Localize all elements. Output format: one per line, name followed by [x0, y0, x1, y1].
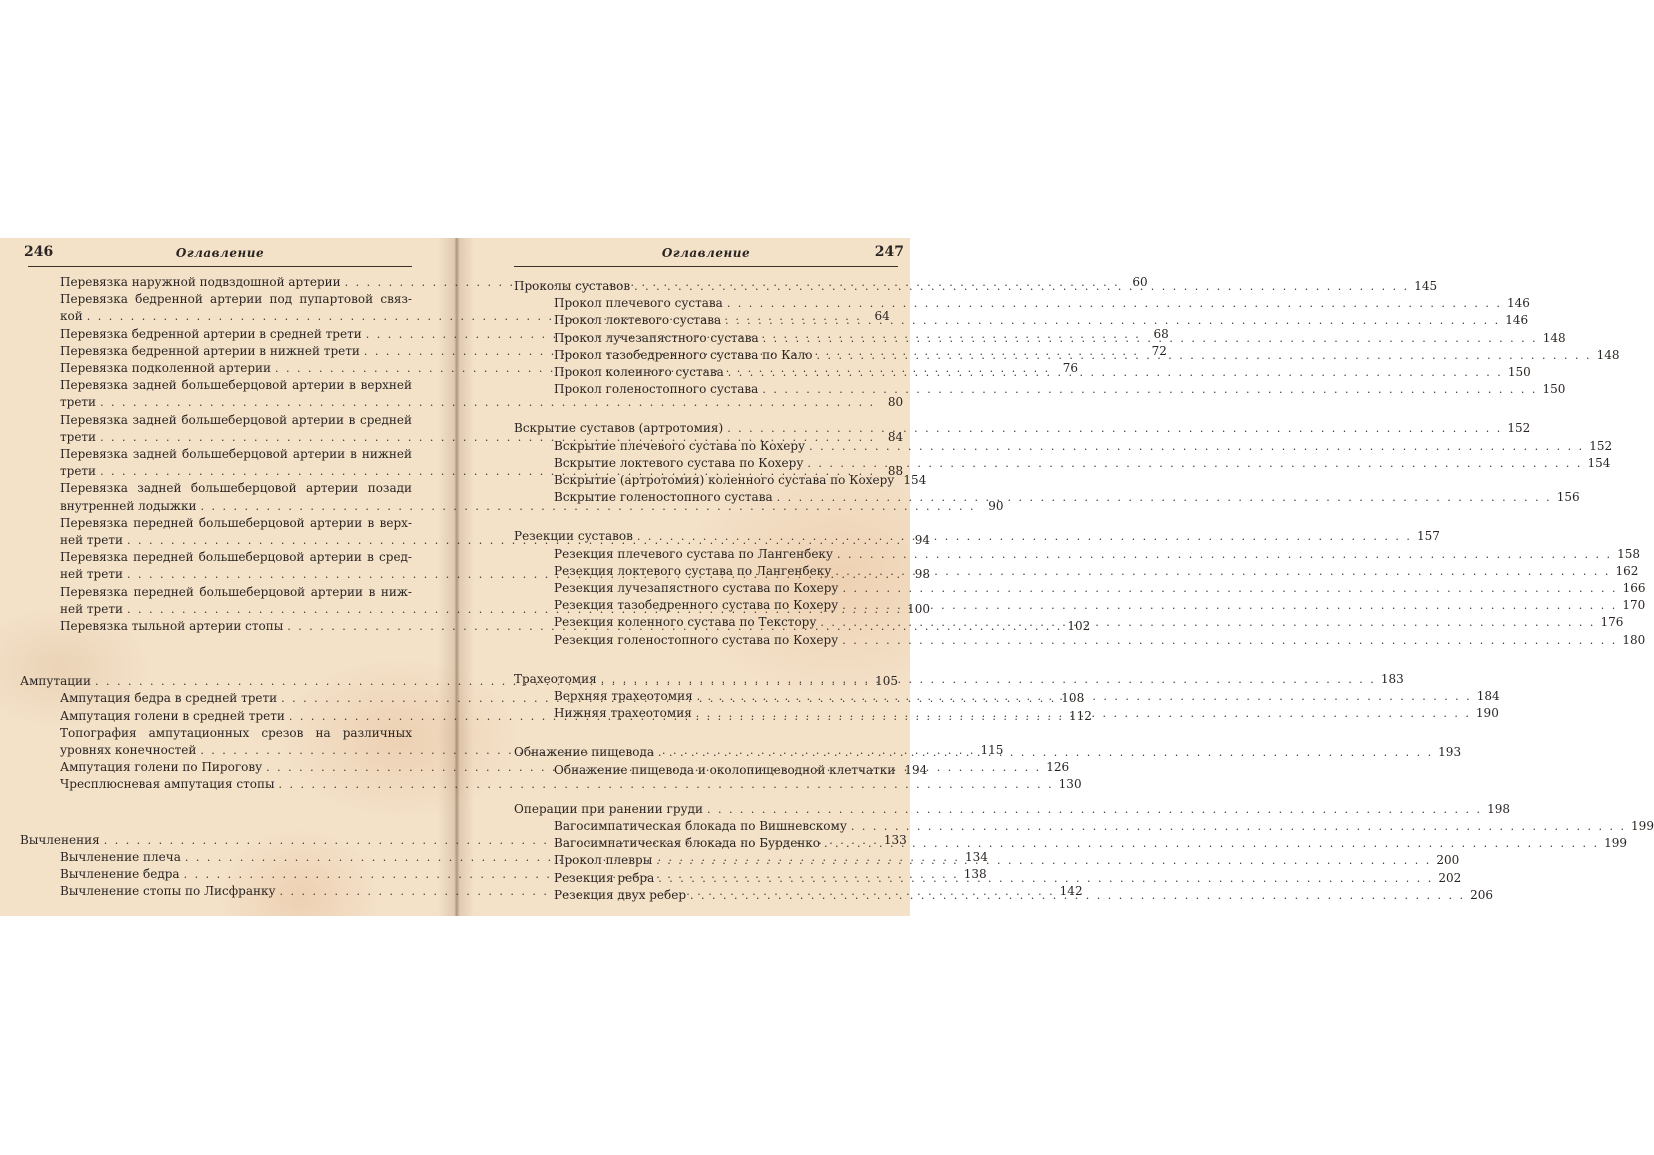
dot-leader: [728, 364, 1503, 381]
toc-entry: Перевязка подколенной артерии . . . 76: [20, 360, 412, 377]
toc-entry: Перевязка задней большеберцовой артерии в средней: [60, 412, 412, 427]
toc-entry: Резекция лучезапястного сустава по Кохеру . . . 166: [514, 580, 906, 597]
dot-leader: [842, 597, 1617, 614]
toc-entry: Чресплюсневая ампутация стопы . . . 130: [20, 776, 412, 793]
toc-entry: Прокол плевры . . . 200: [514, 852, 906, 869]
toc-entry: Нижняя трахеотомия . . . 190: [514, 705, 906, 722]
dot-leader: [658, 744, 1433, 761]
dot-leader: [601, 671, 1376, 688]
dot-leader: [658, 870, 1433, 887]
toc-entry: Вагосимпатическая блокада по Бурденко . . . 199: [514, 835, 906, 852]
toc-entry: Прокол голеностопного сустава . . . 150: [514, 381, 906, 398]
page-number: 247: [874, 244, 904, 260]
dot-leader: [762, 381, 1537, 398]
dot-leader: [835, 563, 1610, 580]
toc-entry: Топография ампутационных срезов на различных: [60, 725, 412, 740]
dot-leader: [634, 278, 1409, 295]
running-head: [514, 242, 904, 267]
toc-chapter-heading: Трахеотомия . . . 183: [514, 671, 906, 688]
toc-entry: Перевязка передней большеберцовой артерии в ниж-: [60, 584, 412, 599]
toc-entry: Вагосимпатическая блокада по Вишневскому . . . 199: [514, 818, 906, 835]
toc-entry-cont: ней трети . . . 94: [20, 532, 412, 549]
dot-leader: [842, 632, 1617, 649]
toc-entry: Прокол плечевого сустава . . . 146: [514, 295, 906, 312]
toc-entry-cont: трети . . . 88: [20, 463, 412, 480]
toc-entry-cont: трети . . . 84: [20, 429, 412, 446]
toc-entry: Вскрытие локтевого сустава по Кохеру . . . 154: [514, 455, 906, 472]
toc-entry: Перевязка тыльной артерии стопы . . . 102: [20, 618, 412, 635]
toc-entry-cont: ней трети . . . 98: [20, 566, 412, 583]
dot-leader: [656, 852, 1431, 869]
toc-entry-cont: трети . . . 80: [20, 394, 412, 411]
toc-entry: Перевязка задней большеберцовой артерии позади: [60, 481, 412, 496]
toc-entry-cont: ней трети . . . 100: [20, 601, 412, 618]
toc-chapter-heading: Вычленения . . . 133: [20, 832, 412, 849]
toc-entry: Вычленение стопы по Лисфранку . . . 142: [20, 883, 412, 900]
dot-leader: [707, 801, 1482, 818]
toc-entry: Перевязка бедренной артерии под пупартовой связ-: [60, 292, 412, 307]
toc-entry: Обнажение пищевода и околопищеводной клетчатки 194: [554, 762, 928, 777]
running-title: Оглавление: [661, 246, 751, 260]
toc-entry: Резекция ребра . . . 202: [514, 870, 906, 887]
dot-leader: [690, 887, 1465, 904]
dot-leader: [807, 455, 1582, 472]
dot-leader: [820, 614, 1595, 631]
dot-leader: [725, 312, 1500, 329]
toc-entry: Перевязка бедренной артерии в средней трети . . . 68: [20, 326, 412, 343]
toc-entry-cont: внутренней лодыжки . . . 90: [20, 498, 412, 515]
toc-entry-cont: кой . . . 64: [20, 308, 412, 325]
toc-entry: Прокол тазобедренного сустава по Кало . . . 148: [514, 347, 906, 364]
toc-entry: Вычленение плеча . . . 134: [20, 849, 412, 866]
toc-entry: Вычленение бедра . . . 138: [20, 866, 412, 883]
toc-entry: Вскрытие плечевого сустава по Кохеру . . . 152: [514, 438, 906, 455]
dot-leader: [727, 295, 1502, 312]
dot-leader: [727, 420, 1502, 437]
toc-entry: Прокол коленного сустава . . . 150: [514, 364, 906, 381]
toc-chapter-heading: Обнажение пищевода . . . 193: [514, 744, 906, 761]
toc-entry: Резекция голеностопного сустава по Кохеру . . . 180: [514, 632, 906, 649]
toc-entry: Ампутация голени по Пирогову . . . 126: [20, 759, 412, 776]
toc-entry: Перевязка наружной подвздошной артерии . . . 60: [20, 274, 412, 291]
toc-entry: Прокол локтевого сустава . . . 146: [514, 312, 906, 329]
toc-chapter-heading: Операции при ранении груди . . . 198: [514, 801, 906, 818]
toc-entry: Перевязка задней большеберцовой артерии в нижней: [60, 447, 412, 462]
toc-chapter-heading: Резекции суставов . . . 157: [514, 528, 906, 545]
toc-entry: Перевязка передней большеберцовой артерии в верх-: [60, 515, 412, 530]
dot-leader: [696, 705, 1471, 722]
toc-entry: Перевязка задней большеберцовой артерии в верхней: [60, 378, 412, 393]
dot-leader: [851, 818, 1626, 835]
toc-entry-cont: уровнях конечностей . . . 115: [20, 742, 412, 759]
toc-entry: Вскрытие голеностопного сустава . . . 156: [514, 489, 906, 506]
toc-chapter-heading: Вскрытие суставов (артротомия) . . . 152: [514, 420, 906, 437]
toc-entry: Резекция двух ребер . . . 206: [514, 887, 906, 904]
toc-entry: Верхняя трахеотомия . . . 184: [514, 688, 906, 705]
dot-leader: [824, 835, 1599, 852]
toc-entry: Вскрытие (артротомия) коленного сустава по Кохеру 154: [554, 473, 927, 488]
toc-chapter-heading: Проколы суставов . . . 145: [514, 278, 906, 295]
running-title: Оглавление: [175, 246, 265, 260]
toc-entry: Перевязка передней большеберцовой артерии в сред-: [60, 550, 412, 565]
toc-entry: Ампутация бедра в средней трети . . . 108: [20, 690, 412, 707]
toc-entry: Резекция локтевого сустава по Лангенбеку . . . 162: [514, 563, 906, 580]
dot-leader: [809, 438, 1584, 455]
dot-leader: [817, 347, 1592, 364]
toc-entry: Резекция тазобедренного сустава по Кохеру . . . 170: [514, 597, 906, 614]
toc-entry: Прокол лучезапястного сустава . . . 148: [514, 330, 906, 347]
toc-entry: Резекция коленного сустава по Текстору . . . 176: [514, 614, 906, 631]
dot-leader: [777, 489, 1552, 506]
dot-leader: [637, 528, 1412, 545]
dot-leader: [697, 688, 1472, 705]
page-number: 246: [24, 244, 54, 260]
toc-entry: Резекция плечевого сустава по Лангенбеку . . . 158: [514, 546, 906, 563]
dot-leader: [763, 330, 1538, 347]
running-head: [24, 242, 412, 267]
book-spread: [0, 238, 1654, 916]
dot-leader: [843, 580, 1618, 597]
dot-leader: [837, 546, 1612, 563]
toc-entry: Перевязка бедренной артерии в нижней трети . . . 72: [20, 343, 412, 360]
toc-chapter-heading: Ампутации . . . 105: [20, 673, 412, 690]
toc-entry: Ампутация голени в средней трети . . . 112: [20, 708, 412, 725]
